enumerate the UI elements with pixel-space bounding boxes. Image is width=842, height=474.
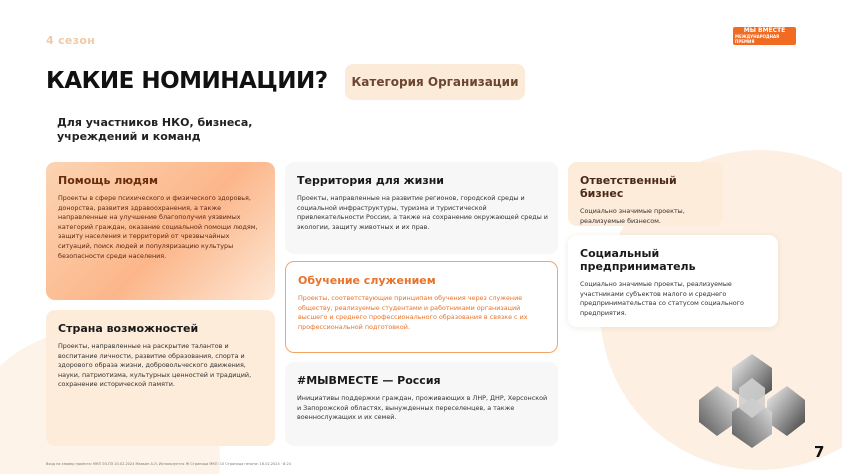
nomination-text: Социально значимые проекты, реализуемые участниками субъектов малого и среднего предпринимательства со статусом социального предприятия.: [580, 280, 744, 317]
nomination-text: Инициативы поддержки граждан, проживающих в ЛНР, ДНР, Херсонской и Запорожской областях, вынужденных переселенцев, а также военнослужащих и их семей.: [297, 394, 548, 422]
nomination-card-obuchenie: [285, 261, 558, 353]
nomination-card-strana: [46, 310, 275, 446]
nomination-title: Страна возможностей: [58, 322, 199, 335]
logo: [733, 27, 796, 45]
nomination-card-territory: [285, 162, 558, 254]
nomination-text: Проекты, направленные на развитие регионов, городской среды и социальной инфраструктуры, туризма и туристической привлекательности России, а также на сохранение окружающей среды и экологии, защиту животных и их прав.: [297, 194, 548, 231]
footer-text: Вход на сервер проекта: МКП ЭЗ-ПЭ 20.02.2024 Маякин А.Л. Используется Ж Страница МКП: 10 Страница печати: 16.02.2024 · 8:24: [46, 462, 291, 466]
logo-line1: МЫ ВМЕСТЕ: [743, 27, 786, 34]
nomination-text: Проекты, соответствующие принципам обучения через служение обществу, реализуемые студентами и работниками организаций высшего и среднего профессионального образования в связке с их профессиональной подготовкой.: [298, 294, 528, 331]
nomination-card-help: [46, 162, 275, 300]
nomination-card-business: [568, 162, 723, 226]
nomination-card-social: [568, 235, 778, 327]
logo-line2: МЕЖДУНАРОДНАЯ ПРЕМИЯ: [735, 34, 780, 44]
nomination-text: Проекты в сфере психического и физического здоровья, донорства, развития здравоохранения, а также направленные на улучшение благополучия уязвимых категорий граждан, оказание социальной помощи людям, защиту населения и территорий от чрезвычайных ситуаций, поиск людей и популяризацию культуры безопасности среди населения.: [58, 194, 258, 260]
nomination-text: Проекты, направленные на раскрытие талантов и воспитание личности, развитие образования, спорта и здорового образа жизни, добровольческого движения, науки, патриотизма, культурных ценностей и традиций, сохранение исторической памяти.: [58, 342, 252, 389]
nomination-title: Социальный предприниматель: [580, 247, 696, 273]
page-number: 7: [814, 443, 825, 461]
nomination-title: #МЫВМЕСТЕ — Россия: [297, 374, 441, 387]
season-label: 4 сезон: [46, 34, 96, 47]
category-badge: Категория Организации: [345, 64, 525, 100]
page-title: КАКИЕ НОМИНАЦИИ?: [46, 68, 328, 94]
audience-text: Для участников НКО, бизнеса, учреждений и команд: [57, 116, 253, 143]
nomination-title: Ответственный бизнес: [580, 174, 677, 200]
nomination-title: Территория для жизни: [297, 174, 445, 187]
silver-cross-3d-icon: [697, 348, 807, 458]
nomination-title: Помощь людям: [58, 174, 158, 187]
nomination-title: Обучение служением: [298, 274, 436, 287]
nomination-text: Социально значимые проекты, реализуемые бизнесом.: [580, 207, 685, 225]
nomination-card-myvmeste: [285, 362, 558, 446]
